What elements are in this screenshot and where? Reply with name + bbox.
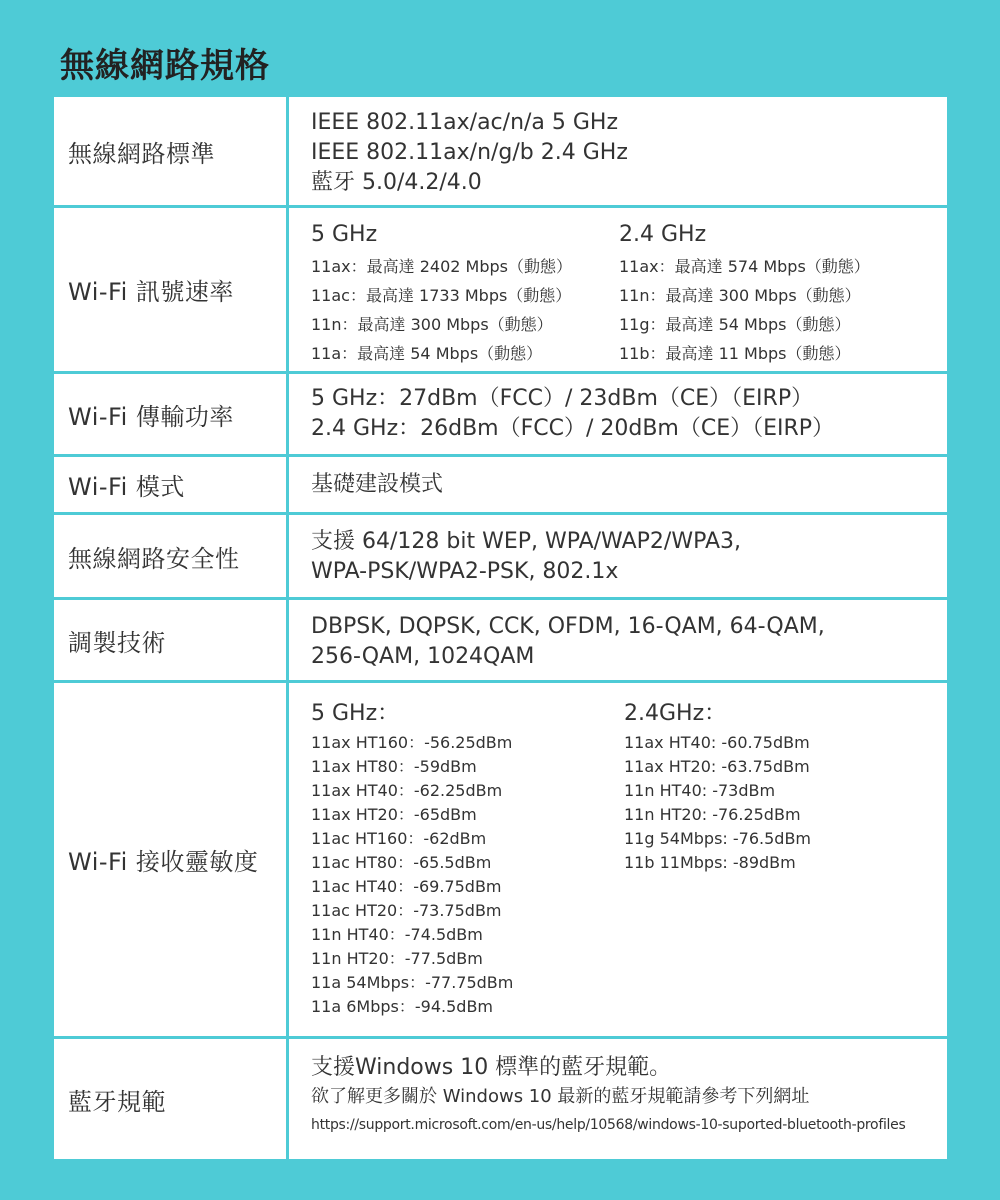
value-line: 11a 6Mbps：-94.5dBm: [311, 997, 494, 1016]
row-label: Wi-Fi 模式: [54, 457, 286, 512]
row-label: Wi-Fi 接收靈敏度: [54, 683, 286, 1036]
row-modulation: [54, 600, 947, 680]
value-line: 11g：最高達 54 Mbps（動態）: [619, 315, 851, 334]
rate-2-4ghz-column: [619, 220, 870, 361]
row-value: [289, 683, 947, 1036]
row-value: [289, 457, 947, 512]
value-line: 11ax HT80：-59dBm: [311, 757, 477, 776]
row-wifi-power: [54, 374, 947, 454]
value-line: 11n HT40：-74.5dBm: [311, 925, 483, 944]
value-line: 基礎建設模式: [311, 471, 444, 497]
value-line: 11ax HT20：-65dBm: [311, 805, 477, 824]
value-line: 11n HT20: -76.25dBm: [624, 805, 801, 824]
value-line: DBPSK, DQPSK, CCK, OFDM, 16-QAM, 64-QAM,: [311, 614, 825, 639]
column-heading: 2.4 GHz: [619, 222, 707, 247]
row-wireless-security: [54, 515, 947, 597]
value-line: 支援 64/128 bit WEP, WPA/WAP2/WPA3,: [311, 529, 741, 554]
row-label: Wi-Fi 訊號速率: [54, 208, 286, 371]
value-line: WPA-PSK/WPA2-PSK, 802.1x: [311, 559, 619, 584]
value-line: 5 GHz：27dBm（FCC）/ 23dBm（CE）（EIRP）: [311, 386, 814, 411]
row-value: [289, 97, 947, 205]
column-heading: 5 GHz: [311, 222, 378, 247]
value-line: 11b：最高達 11 Mbps（動態）: [619, 344, 851, 363]
row-wifi-rate: [54, 208, 947, 371]
spec-table: [54, 97, 947, 1159]
row-wifi-sensitivity: [54, 683, 947, 1036]
row-value: [289, 374, 947, 454]
value-line: 支援Windows 10 標準的藍牙規範。: [311, 1055, 672, 1080]
value-line: 11g 54Mbps: -76.5dBm: [624, 829, 812, 848]
column-heading: 2.4GHz：: [624, 701, 727, 726]
value-line: 11n HT20：-77.5dBm: [311, 949, 483, 968]
value-line: 11n HT40: -73dBm: [624, 781, 776, 800]
row-value: [289, 1039, 947, 1159]
value-line: 11b 11Mbps: -89dBm: [624, 853, 796, 872]
value-line: 11ax：最高達 574 Mbps（動態）: [619, 257, 870, 276]
value-line: 11ac：最高達 1733 Mbps（動態）: [311, 286, 572, 305]
bluetooth-profiles-link[interactable]: https://support.microsoft.com/en-us/help/10568/windows-10-suported-bluetooth-profiles: [311, 1117, 906, 1133]
row-label: Wi-Fi 傳輸功率: [54, 374, 286, 454]
value-line: 藍牙 5.0/4.2/4.0: [311, 170, 482, 195]
value-line: 11a 54Mbps：-77.75dBm: [311, 973, 514, 992]
row-label: 藍牙規範: [54, 1039, 286, 1159]
value-line: 11ac HT40：-69.75dBm: [311, 877, 502, 896]
value-line: 11a：最高達 54 Mbps（動態）: [311, 344, 543, 363]
value-line: 256-QAM, 1024QAM: [311, 644, 535, 669]
value-line: 11ax HT160：-56.25dBm: [311, 733, 513, 752]
row-wireless-standard: [54, 97, 947, 205]
value-line: 11ac HT80：-65.5dBm: [311, 853, 492, 872]
row-value: [289, 515, 947, 597]
value-line: 11ax HT40：-62.25dBm: [311, 781, 503, 800]
value-line: 欲了解更多關於 Windows 10 最新的藍牙規範請參考下列網址: [311, 1086, 810, 1107]
value-line: 2.4 GHz：26dBm（FCC）/ 20dBm（CE）（EIRP）: [311, 416, 835, 441]
rate-5ghz-column: [311, 220, 619, 361]
row-wifi-mode: [54, 457, 947, 512]
value-line: 11ax HT20: -63.75dBm: [624, 757, 810, 776]
value-line: IEEE 802.11ax/ac/n/a 5 GHz: [311, 110, 619, 135]
value-line: 11n：最高達 300 Mbps（動態）: [619, 286, 861, 305]
value-line: IEEE 802.11ax/n/g/b 2.4 GHz: [311, 140, 628, 165]
row-value: [289, 600, 947, 680]
value-line: 11ax HT40: -60.75dBm: [624, 733, 810, 752]
row-label: 無線網路安全性: [54, 515, 286, 597]
row-value: [289, 208, 947, 371]
column-heading: 5 GHz：: [311, 701, 400, 726]
row-label: 調製技術: [54, 600, 286, 680]
sensitivity-5ghz-column: [311, 699, 624, 1026]
value-line: 11ax：最高達 2402 Mbps（動態）: [311, 257, 572, 276]
sensitivity-2-4ghz-column: [624, 699, 811, 1026]
page-title: 無線網路規格: [60, 46, 270, 86]
value-line: 11n：最高達 300 Mbps（動態）: [311, 315, 553, 334]
value-line: 11ac HT160：-62dBm: [311, 829, 487, 848]
row-bluetooth: [54, 1039, 947, 1159]
row-label: 無線網路標準: [54, 97, 286, 205]
value-line: 11ac HT20：-73.75dBm: [311, 901, 502, 920]
